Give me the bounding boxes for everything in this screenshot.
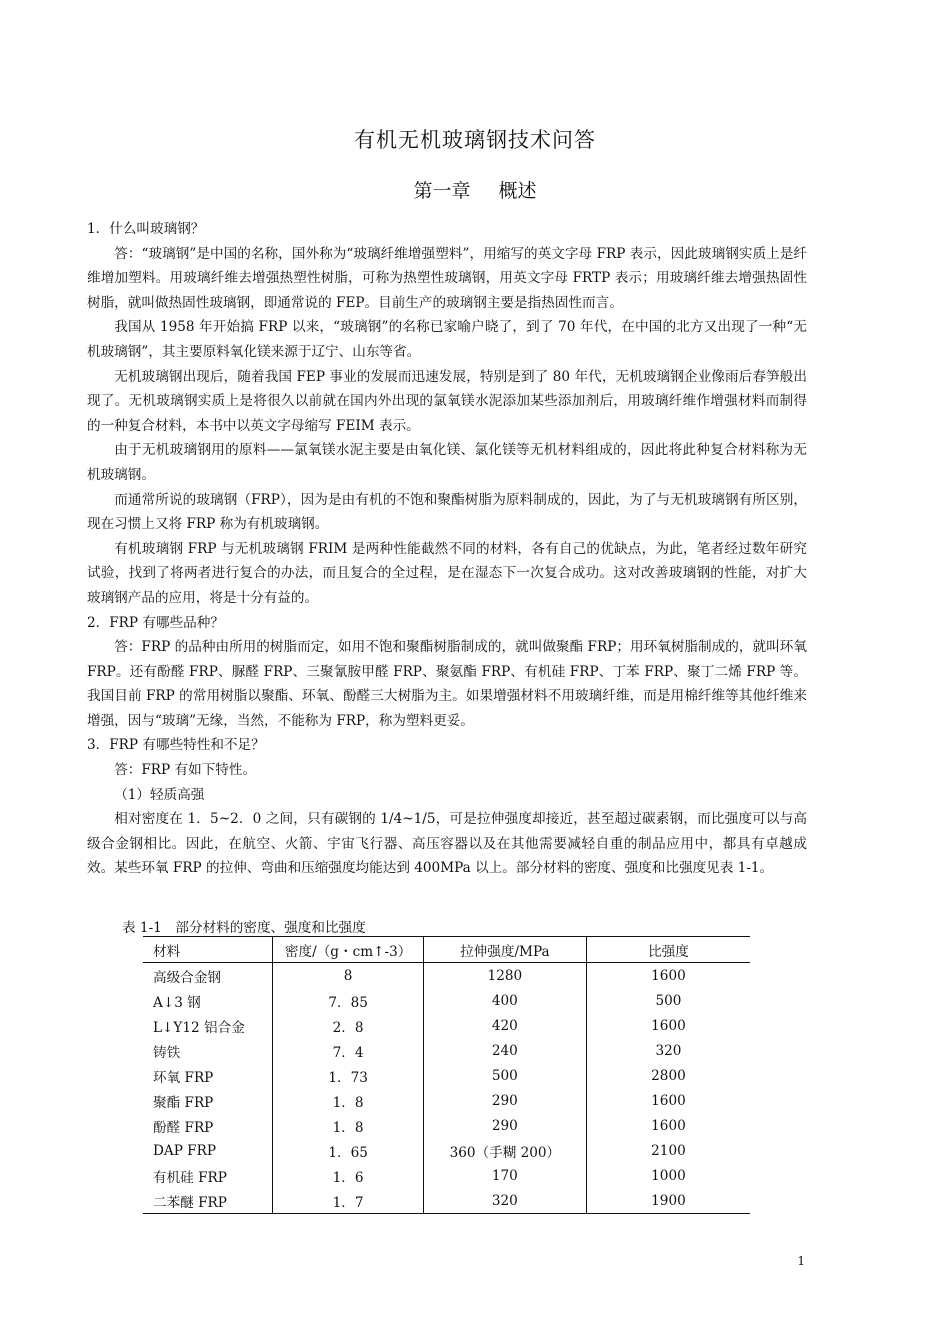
- table-cell: 1．73: [273, 1063, 423, 1088]
- table-cell: 420: [423, 1013, 586, 1038]
- paragraph: 由于无机玻璃钢用的原料——氯氧镁水泥主要是由氧化镁、氯化镁等无机材料组成的，因此将此种复合材料称为无机玻璃钢。: [87, 442, 807, 483]
- table-cell: 1600: [651, 1017, 686, 1034]
- chapter-heading: [0, 176, 950, 203]
- table-row: [143, 963, 750, 989]
- subheading: （1）轻质高强: [114, 786, 205, 803]
- column-header: 材料: [143, 937, 273, 963]
- paragraph: 无机玻璃钢出现后，随着我国 FEP 事业的发展而迅速发展，特别是到了 80 年代，无机玻璃钢企业像雨后春笋般出现了。无机玻璃钢实质上是将很久以前就在国内外出现的氯氧镁水泥添加某些添加剂后，用玻璃纤维作增强材料而制得的一种复合材料，本书中以英文字母缩写 FEIM 表示。: [87, 368, 807, 434]
- table-row: [143, 1063, 750, 1088]
- table-cell: 2100: [651, 1142, 686, 1159]
- document-title: 有机无机玻璃钢技术问答: [354, 128, 596, 152]
- table-row: [143, 1163, 750, 1188]
- table-row: [143, 1188, 750, 1214]
- page-number: 1: [797, 1254, 805, 1268]
- table-row: [143, 1113, 750, 1138]
- table-cell: A↓3 钢: [143, 988, 273, 1013]
- table-cell: 500: [655, 992, 682, 1009]
- table-cell: 7．4: [273, 1038, 423, 1063]
- paragraph: 相对密度在 1．5~2．0 之间，只有碳钢的 1/4~1/5，可是拉伸强度却接近，甚至超过碳素钢，而比强度可以与高级合金钢相比。因此，在航空、火箭、宇宙飞行器、高压容器以及在其他需要减轻自重的制品应用中，都具有卓越成效。某些环氧 FRP 的拉伸、弯曲和压缩强度均能达到 400MPa 以上。部分材料的密度、强度和比强度见表 1-1。: [87, 811, 807, 877]
- column-header: 密度/（g・cm↑-3）: [273, 937, 423, 963]
- question-1: 1．什么叫玻璃钢？: [87, 221, 205, 237]
- table-cell: 1．65: [273, 1138, 423, 1163]
- table-row: [143, 1038, 750, 1063]
- column-header: 拉伸强度/MPa: [423, 937, 586, 963]
- table-row: [143, 1013, 750, 1038]
- table-cell: 290: [423, 1113, 586, 1138]
- chapter-label: 第一章: [413, 180, 471, 202]
- paragraph: 答：FRP 的品种由所用的树脂而定，如用不饱和聚酯树脂制成的，就叫做聚酯 FRP；用环氧树脂制成的，就叫环氧 FRP。还有酚醛 FRP、脲醛 FRP、三聚氰胺甲醛 FRP、聚氨酯 FRP、有机硅 FRP、丁苯 FRP、聚丁二烯 FRP 等。我国目前 FRP 的常用树脂以聚酯、环氧、酚醛三大树脂为主。如果增强材料不用玻璃纤维，而是用棉纤维等其他纤维来增强，因与“玻璃”无缘，当然，不能称为 FRP，称为塑料更妥。: [87, 639, 807, 729]
- table-cell: 有机硅 FRP: [143, 1163, 273, 1188]
- table-cell: 1．6: [273, 1163, 423, 1188]
- table-cell: 400: [423, 988, 586, 1013]
- table-cell: 酚醛 FRP: [143, 1113, 273, 1138]
- table-row: [143, 1138, 750, 1163]
- table-cell: 7．85: [273, 988, 423, 1013]
- paragraph: 有机玻璃钢 FRP 与无机玻璃钢 FRIM 是两种性能截然不同的材料，各有自己的优缺点，为此，笔者经过数年研究试验，找到了将两者进行复合的办法，而且复合的全过程，是在湿态下一次复合成功。这对改善玻璃钢的性能，对扩大玻璃钢产品的应用，将是十分有益的。: [87, 540, 807, 606]
- table-cell: 290: [423, 1088, 586, 1113]
- paragraph: 答：“玻璃钢”是中国的名称，国外称为“玻璃纤维增强塑料”，用缩写的英文字母 FRP 表示，因此玻璃钢实质上是纤维增加塑料。用玻璃纤维去增强热塑性树脂，可称为热塑性玻璃钢，用英文字母 FRTP 表示；用玻璃纤维去增强热固性树脂，就叫做热固性玻璃钢，即通常说的 FEP。目前生产的玻璃钢主要是指热固性而言。: [87, 245, 807, 311]
- table-cell: 320: [423, 1188, 586, 1214]
- table-cell: 360（手糊 200）: [423, 1138, 586, 1163]
- paragraph: 而通常所说的玻璃钢（FRP），因为是由有机的不饱和聚酯树脂为原料制成的，因此，为了与无机玻璃钢有所区别，现在习惯上又将 FRP 称为有机玻璃钢。: [87, 491, 807, 533]
- table-cell: 500: [423, 1063, 586, 1088]
- table-cell: 聚酯 FRP: [143, 1088, 273, 1113]
- table-cell: 1600: [651, 1117, 686, 1134]
- table-cell: 1900: [586, 1188, 750, 1214]
- table-cell: 240: [423, 1038, 586, 1063]
- table-cell: DAP FRP: [143, 1138, 273, 1163]
- materials-table: [143, 936, 750, 1214]
- table-cell: 8: [273, 963, 423, 989]
- table-row: [143, 1088, 750, 1113]
- table-cell: 1．7: [273, 1188, 423, 1214]
- table-cell: 1．8: [273, 1113, 423, 1138]
- question-3: 3．FRP 有哪些特性和不足？: [87, 737, 265, 754]
- column-header: 比强度: [586, 937, 750, 963]
- chapter-name: 概述: [498, 180, 537, 202]
- table-header-row: [143, 937, 750, 963]
- table-cell: 二苯醚 FRP: [143, 1188, 273, 1214]
- question-2: 2．FRP 有哪些品种？: [87, 614, 224, 631]
- table-cell: 1．8: [273, 1088, 423, 1113]
- paragraph: 我国从 1958 年开始搞 FRP 以来，“玻璃钢”的名称已家喻户晓了，到了 70 年代，在中国的北方又出现了一种“无机玻璃钢”，其主要原料氧化镁来源于辽宁、山东等省。: [87, 319, 807, 360]
- table-cell: L↓Y12 铝合金: [143, 1013, 273, 1038]
- table-cell: 320: [655, 1042, 682, 1059]
- table-cell: 170: [423, 1163, 586, 1188]
- table-cell: 1000: [651, 1167, 686, 1184]
- table-cell: 1600: [651, 1092, 686, 1109]
- table-cell: 铸铁: [143, 1038, 273, 1063]
- table-cell: 1280: [423, 963, 586, 989]
- table-cell: 高级合金钢: [143, 963, 273, 989]
- paragraph: 答：FRP 有如下特性。: [114, 762, 257, 779]
- table-caption: 表 1-1 部分材料的密度、强度和比强度: [122, 920, 366, 936]
- body-text: [87, 217, 807, 881]
- table-row: [143, 988, 750, 1013]
- table-cell: 1600: [651, 967, 686, 984]
- table-cell: 环氧 FRP: [143, 1063, 273, 1088]
- table-cell: 2．8: [273, 1013, 423, 1038]
- table-cell: 2800: [651, 1067, 686, 1084]
